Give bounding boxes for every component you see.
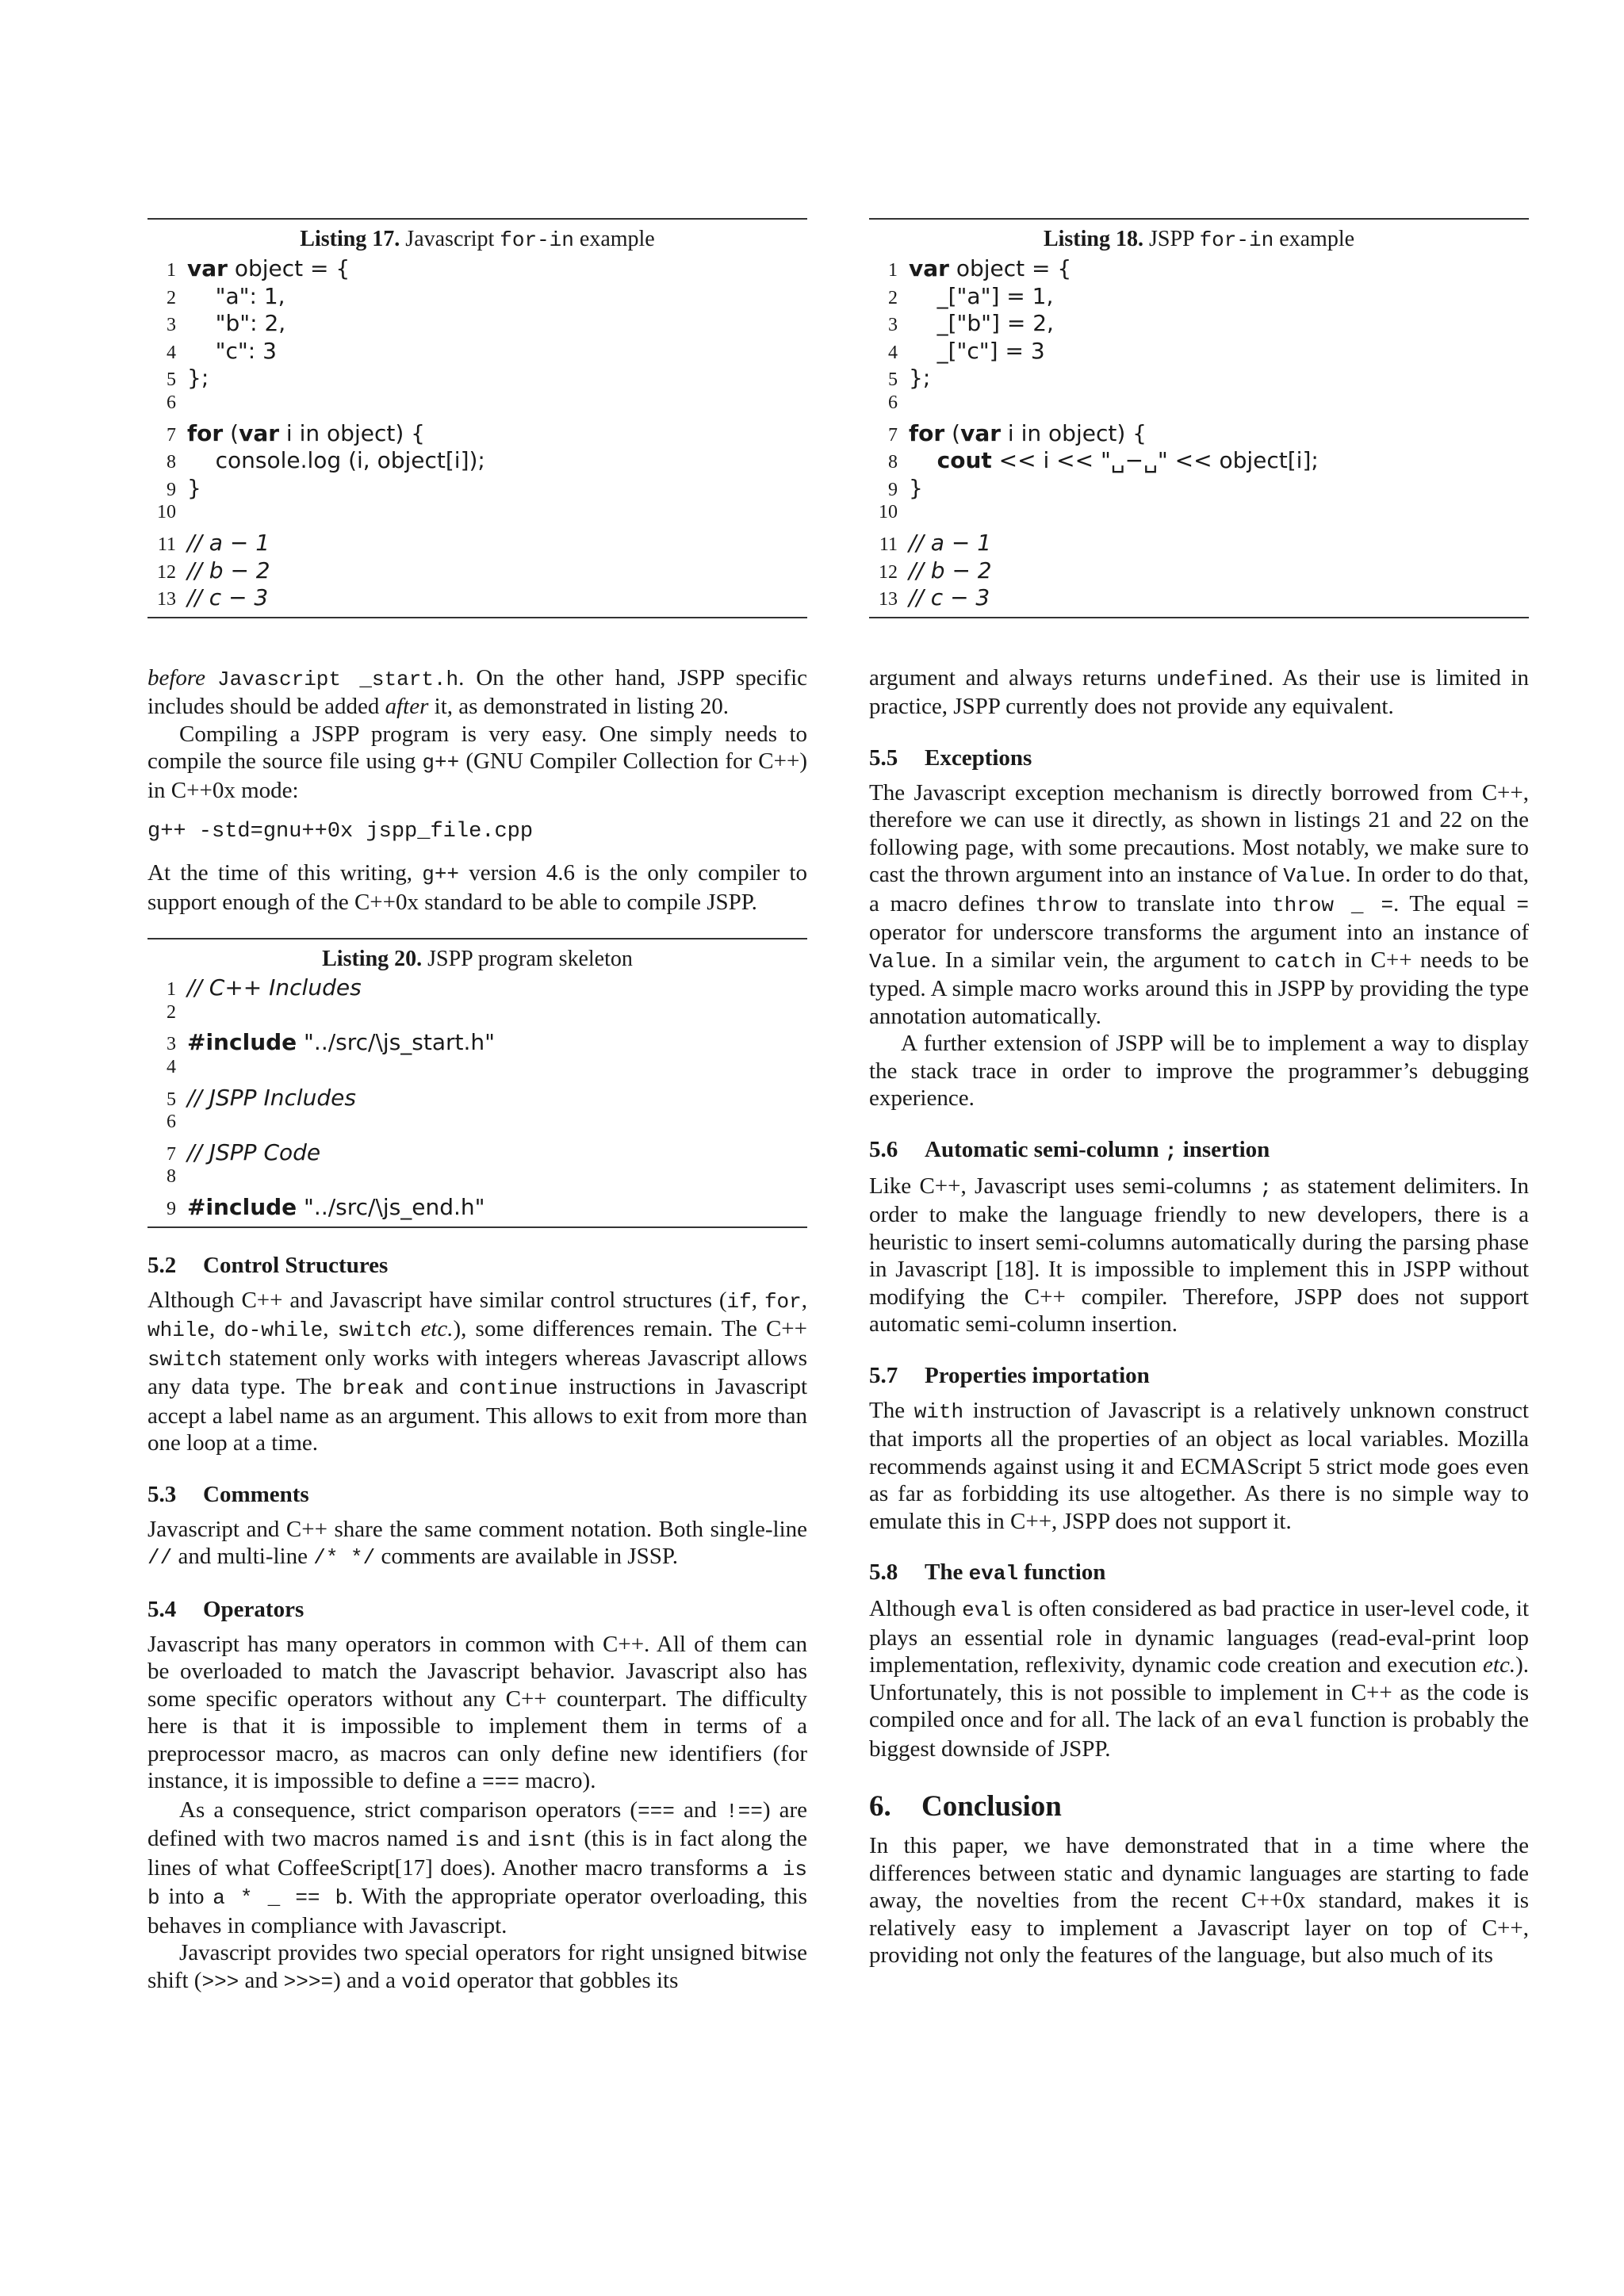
line-number: 10 [157, 502, 176, 523]
code-line [147, 1139, 807, 1167]
listing-title-pre: JSPP program skeleton [427, 947, 633, 972]
code-text: // c − 3 [909, 584, 990, 611]
code-text: "a": 1, [187, 282, 285, 309]
line-number: 10 [879, 502, 898, 523]
code-line [869, 365, 1529, 392]
code-line [147, 1112, 807, 1139]
listing-label: Listing 20. [322, 947, 423, 972]
code-line [147, 310, 807, 338]
paragraph-exceptions-1: The Javascript exception mechanism is directly borrowed from C++, therefore we can use it directly, as shown in listings 21 and 22 on the following page, with some precautions. Most notably, we make sure to cast the thrown argument into an instance of Value. In order to do that, a macro defines throw to translate into throw _ =. The equal = operator for underscore transforms the argument into an instance of Value. In a similar vein, the argument to catch in C++ needs to be typed. A simple macro works around this in JSPP by providing the type annotation automatically. [869, 779, 1530, 1029]
code-line [147, 283, 807, 311]
line-number: 11 [157, 534, 176, 555]
listing-caption [147, 946, 807, 973]
line-number: 6 [888, 392, 898, 413]
code-block [869, 255, 1529, 612]
code-line [147, 1057, 807, 1085]
code-text: var object = { [187, 255, 350, 281]
line-number: 7 [167, 1143, 176, 1165]
code-line [147, 1029, 807, 1057]
code-text: _["c"] = 3 [909, 337, 1045, 364]
listing-title-code: for-in [500, 228, 574, 252]
listing-title-post: example [1279, 227, 1355, 251]
line-number: 13 [879, 589, 898, 610]
code-line [147, 1085, 807, 1112]
listing-18 [869, 218, 1529, 618]
paragraph-control-structures: Although C++ and Javascript have similar control structures (if, for, while, do-while, switch etc.), some differences remain. The C++ switch statement only works with integers whereas Javascript allows any data type. The break and continue instructions in Javascript accept a label name as an argument. This allows to exit from more than one loop at a time. [147, 1287, 808, 1456]
line-number: 4 [167, 1057, 176, 1077]
code-line [869, 530, 1529, 557]
line-number: 5 [167, 1089, 176, 1110]
section-heading-5-5: 5.5 Exceptions [869, 744, 1032, 771]
code-line [869, 420, 1529, 448]
code-line [869, 338, 1529, 365]
code-text: // C++ Includes [187, 974, 362, 1001]
code-text: for (var i in object) { [187, 419, 425, 446]
code-line [147, 530, 807, 557]
listing-label: Listing 17. [300, 227, 400, 251]
line-number: 7 [888, 424, 898, 446]
code-text: // a − 1 [187, 529, 270, 556]
code-text: } [909, 474, 923, 501]
code-line [869, 584, 1529, 612]
code-text: console.log (i, object[i]); [187, 447, 485, 474]
compile-command: g++ -std=gnu++0x jspp_file.cpp [147, 820, 534, 844]
right-column [869, 218, 1529, 1969]
code-text: }; [187, 365, 209, 392]
code-line [147, 475, 807, 503]
code-line [869, 283, 1529, 311]
code-text: // a − 1 [909, 529, 992, 556]
code-line [869, 392, 1529, 420]
line-number: 3 [167, 1034, 176, 1055]
code-line [869, 310, 1529, 338]
code-text: }; [909, 365, 931, 392]
code-line [147, 447, 807, 475]
code-text: // c − 3 [187, 584, 269, 611]
line-number: 9 [167, 479, 176, 500]
paragraph-intro: before Javascript _start.h. On the other hand, JSPP specific includes should be added after it, as demonstrated in listing 20. [147, 664, 808, 720]
line-number: 6 [167, 1112, 176, 1133]
code-text: // b − 2 [909, 557, 992, 584]
listing-label: Listing 18. [1043, 227, 1143, 251]
line-number: 6 [167, 392, 176, 413]
code-text: "c": 3 [187, 337, 277, 364]
code-line [869, 557, 1529, 585]
code-text: for (var i in object) { [909, 419, 1147, 446]
line-number: 5 [167, 369, 176, 391]
listing-title-pre: JSPP [1148, 227, 1194, 251]
listing-20 [147, 938, 807, 1227]
listing-caption [869, 226, 1529, 254]
line-number: 2 [167, 287, 176, 308]
line-number: 5 [888, 369, 898, 391]
left-column [147, 218, 807, 1996]
code-line [147, 338, 807, 365]
paragraph-compiler-version: At the time of this writing, g++ version 4.6 is the only compiler to support enough of the C++0x standard to be able to compile JSPP. [147, 860, 807, 915]
code-text: #include "../src/\js_start.h" [187, 1029, 496, 1056]
code-line [147, 365, 807, 392]
code-line [147, 392, 807, 420]
line-number: 2 [167, 1001, 176, 1023]
section-heading-5-3: 5.3 Comments [147, 1481, 309, 1507]
listing-title-pre: Javascript [405, 227, 495, 251]
paragraph-operators-1: Javascript has many operators in common with C++. All of them can be overloaded to match the Javascript behavior. Javascript also has some specific operators without any C++ counterpart. The difficulty here is that it is impossible to implement them in terms of a preprocessor macro, as macros can only define new identifiers (for instance, it is impossible to define a === macro). [147, 1631, 807, 1795]
code-block [147, 974, 807, 1221]
paragraph-eval: Although eval is often considered as bad practice in user-level code, it plays an essential role in dynamic languages (read-eval-print loop implementation, reflexivity, dynamic code creation and execution etc.). Unfortunately, this is not possible to implement in C++ as the code is compiled once and for all. The lack of an eval function is probably the biggest downside of JSPP. [869, 1596, 1530, 1762]
code-block [147, 255, 807, 612]
paragraph-properties: The with instruction of Javascript is a relatively unknown construct that imports all the properties of an object as local variables. Mozilla recommends against using it and ECMAScript 5 strict mode goes even as far as forbidding its use altogether. As there is no simple way to emulate this in C++, JSPP does not support it. [869, 1397, 1529, 1534]
line-number: 2 [888, 287, 898, 308]
line-number: 13 [157, 589, 176, 610]
paragraph-void-continued: argument and always returns undefined. As their use is limited in practice, JSPP currently does not provide any equivalent. [869, 664, 1529, 720]
code-line [869, 447, 1529, 475]
line-number: 8 [167, 1166, 176, 1188]
line-number: 4 [888, 342, 898, 363]
code-text: _["a"] = 1, [909, 282, 1054, 309]
code-text: var object = { [909, 255, 1072, 281]
code-line [147, 420, 807, 448]
paragraph-conclusion: In this paper, we have demonstrated that in a time where the differences between static and dynamic languages are starting to fade away, the novelties from the recent C++0x standard, makes it is relatively easy to implement a Javascript layer on top of C++, providing not only the features of the language, but also much of its [869, 1833, 1529, 1969]
code-line [147, 502, 807, 530]
code-text: #include "../src/\js_end.h" [187, 1193, 485, 1220]
code-line [147, 1194, 807, 1222]
line-number: 9 [888, 479, 898, 500]
line-number: 3 [888, 315, 898, 336]
code-text: } [187, 474, 201, 501]
code-line [147, 974, 807, 1002]
paragraph-operators-3: Javascript provides two special operators for right unsigned bitwise shift (>>> and >>>=) and a void operator that gobbles its [147, 1940, 807, 1994]
paragraph-comments: Javascript and C++ share the same comment notation. Both single-line // and multi-line /* */ comments are available in JSSP. [147, 1516, 807, 1571]
paragraph-operators-2: As a consequence, strict comparison operators (=== and !==) are defined with two macros named is and isnt (this is in fact along the lines of what CoffeeScript[17] does). Another macro transforms a is b into a * _ == b. With the appropriate operator overloading, this behaves in compliance with Javascript. [147, 1797, 808, 1938]
line-number: 7 [167, 424, 176, 446]
listing-caption [147, 226, 807, 254]
code-line [869, 255, 1529, 283]
line-number: 12 [157, 561, 176, 583]
line-number: 3 [167, 315, 176, 336]
line-number: 1 [167, 979, 176, 1001]
line-number: 1 [167, 260, 176, 281]
line-number: 1 [888, 260, 898, 281]
code-line [869, 475, 1529, 503]
section-heading-5-6: 5.6 Automatic semi-column ; insertion [869, 1136, 1270, 1163]
code-line [147, 1166, 807, 1194]
section-heading-5-2: 5.2 Control Structures [147, 1252, 389, 1278]
code-line [147, 584, 807, 612]
code-line [147, 255, 807, 283]
line-number: 4 [167, 342, 176, 363]
line-number: 9 [167, 1198, 176, 1219]
paragraph-semicolon: Like C++, Javascript uses semi-columns ; as statement delimiters. In order to make the language friendly to new developers, there is a heuristic to insert semi-columns automatically during the parsing phase in Javascript [18]. It is impossible to implement this in JSPP without modifying the C++ compiler. Therefore, JSPP does not support automatic semi-column insertion. [869, 1173, 1529, 1337]
paragraph-compile: Compiling a JSPP program is very easy. One simply needs to compile the source file using g++ (GNU Compiler Collection for C++) in C++0x mode: [147, 721, 808, 803]
paragraph-exceptions-2: A further extension of JSPP will be to implement a way to display the stack trace in order to improve the programmer’s debugging experience. [869, 1031, 1529, 1112]
code-text: // JSPP Includes [187, 1084, 356, 1111]
line-number: 12 [879, 561, 898, 583]
code-text: // JSPP Code [187, 1138, 321, 1165]
code-line [147, 557, 807, 585]
listing-17 [147, 218, 807, 618]
section-heading-5-7: 5.7 Properties importation [869, 1362, 1150, 1388]
section-heading-5-4: 5.4 Operators [147, 1596, 304, 1622]
line-number: 11 [879, 534, 898, 555]
section-heading-6: 6. Conclusion [869, 1790, 1062, 1823]
listing-title-post: example [579, 227, 655, 251]
line-number: 8 [888, 452, 898, 473]
code-text: _["b"] = 2, [909, 310, 1054, 337]
code-text: cout << i << "␣−␣" << object[i]; [936, 447, 1319, 474]
code-text: "b": 2, [187, 310, 286, 337]
line-number: 8 [167, 452, 176, 473]
code-line [147, 1002, 807, 1030]
section-heading-5-8: 5.8 The eval function [869, 1559, 1106, 1586]
code-line [869, 502, 1529, 530]
listing-title-code: for-in [1199, 228, 1274, 252]
code-text: // b − 2 [187, 557, 270, 584]
